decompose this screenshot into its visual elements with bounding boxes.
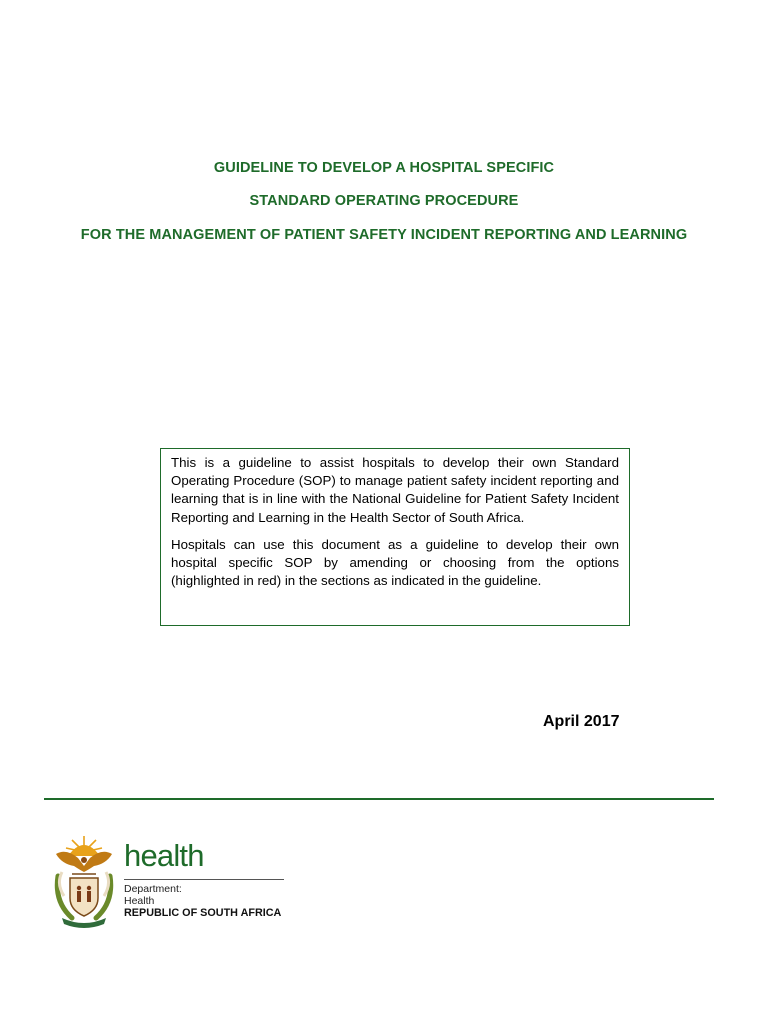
country-name: REPUBLIC OF SOUTH AFRICA <box>124 907 282 919</box>
department-label: Department: <box>124 883 182 895</box>
title-line-3: FOR THE MANAGEMENT OF PATIENT SAFETY INCIDENT REPORTING AND LEARNING <box>80 227 688 243</box>
department-logo <box>48 832 293 932</box>
title-line-2: STANDARD OPERATING PROCEDURE <box>249 193 519 209</box>
department-name: Health <box>124 895 155 907</box>
notice-paragraph-2: Hospitals can use this document as a guideline to develop their own hospital specific SOP by amending or choosing from the options (highlighted in red) in the sections as indicated in the guideline. <box>171 536 619 589</box>
logo-divider <box>124 879 284 880</box>
notice-paragraph-1: This is a guideline to assist hospitals to develop their own Standard Operating Procedure (SOP) to manage patient safety incident reporting and learning that is in line with the National Guideline for Patient Safety Incident Reporting and Learning in the Health Sector of South Africa. <box>171 455 619 525</box>
publication-date: April 2017 <box>543 713 620 730</box>
guideline-notice-box <box>160 448 630 626</box>
footer-divider <box>44 798 714 800</box>
health-wordmark: health <box>124 838 204 873</box>
title-line-1: GUIDELINE TO DEVELOP A HOSPITAL SPECIFIC <box>213 160 555 176</box>
south-africa-coat-of-arms-icon <box>48 832 120 928</box>
